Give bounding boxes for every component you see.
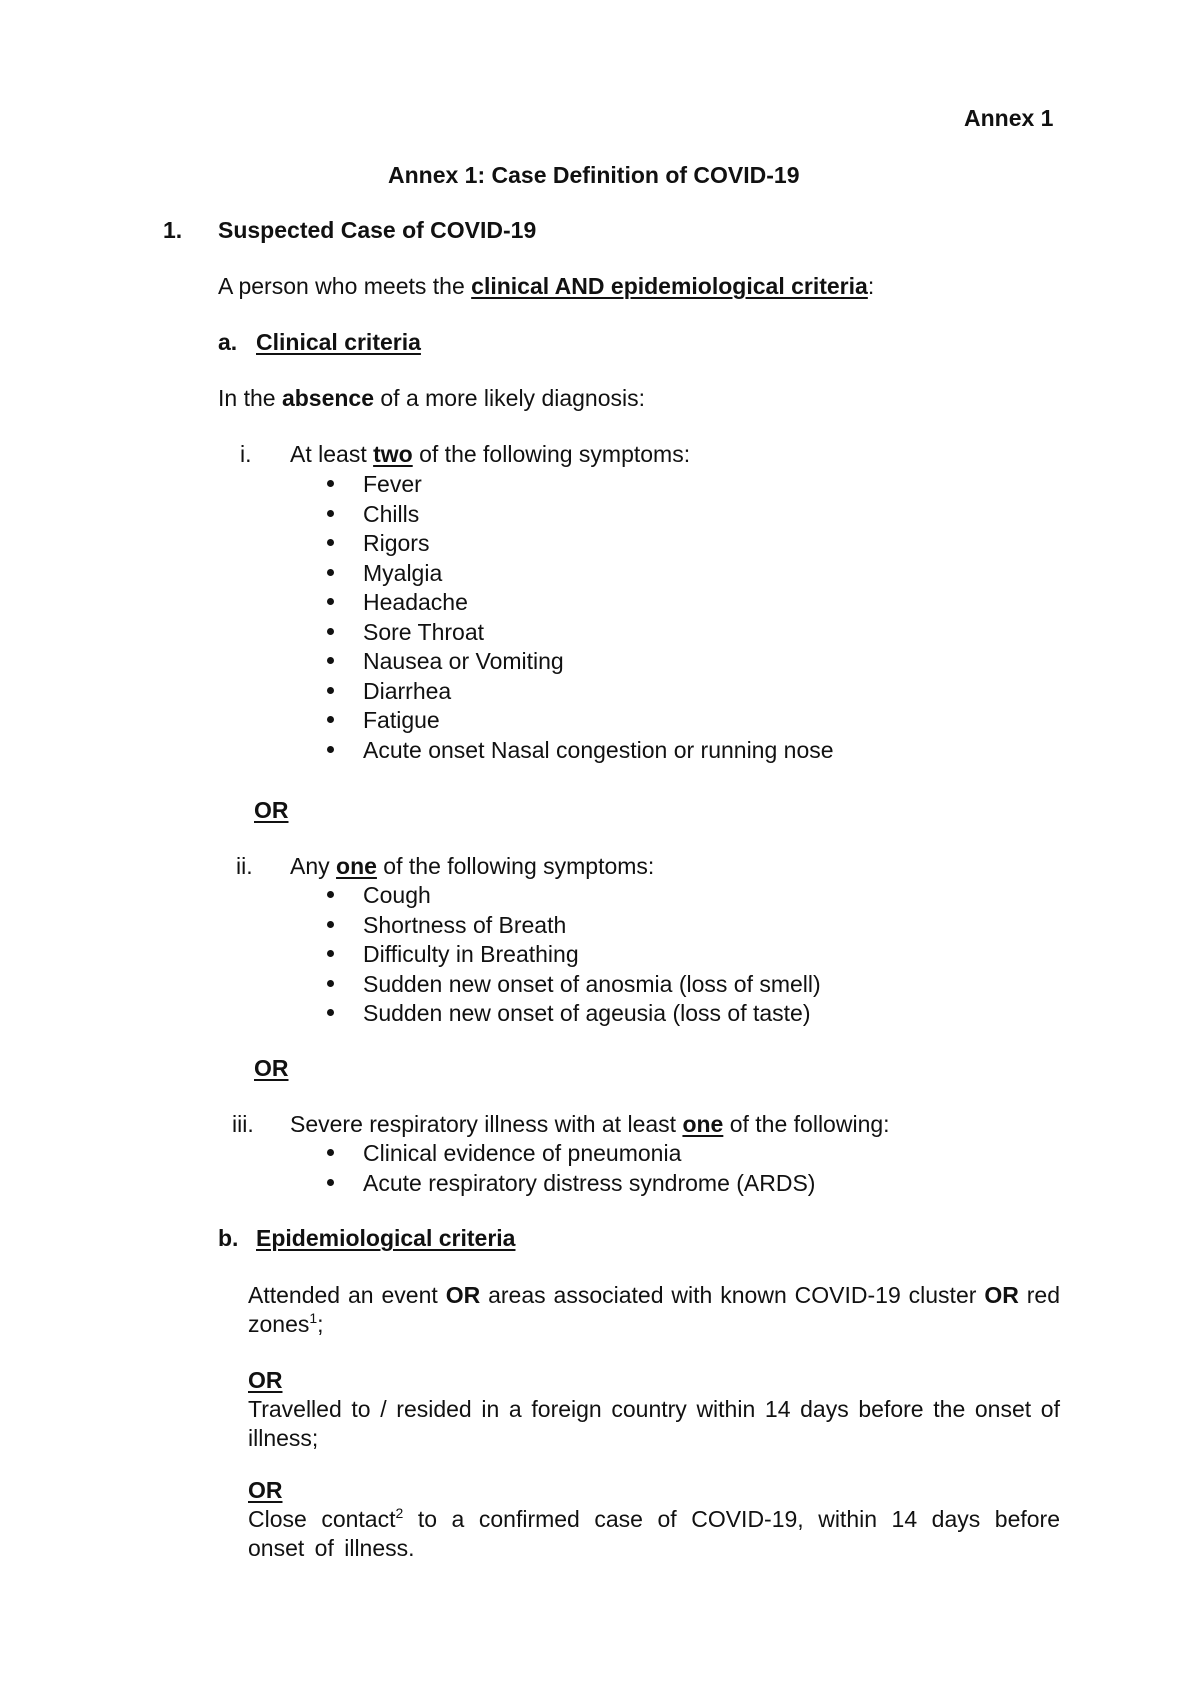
bullet-icon xyxy=(327,480,334,487)
epi-paragraph-2: Travelled to / resided in a foreign country within 14 days before the onset of illness; xyxy=(248,1396,1060,1451)
symptom-label: Acute respiratory distress syndrome (ARDS) xyxy=(363,1169,816,1196)
symptom-label: Sudden new onset of anosmia (loss of smell) xyxy=(363,970,821,997)
criterion-ii-numeral: ii. xyxy=(236,853,253,879)
symptom-label: Myalgia xyxy=(363,559,443,586)
annex-label: Annex 1 xyxy=(964,105,1054,131)
criterion-i-text xyxy=(290,440,690,469)
bullet-icon xyxy=(327,891,334,898)
criterion-i-before: At least xyxy=(290,441,374,467)
absence-line xyxy=(218,384,645,413)
epi-p1-or: OR xyxy=(445,1282,481,1308)
criterion-iii-after: of the following: xyxy=(723,1111,890,1137)
epi-letter: b. xyxy=(218,1225,239,1251)
symptom-label: Diarrhea xyxy=(363,677,452,704)
criterion-ii-text xyxy=(290,852,654,881)
epi-p1-or-2: OR xyxy=(984,1282,1019,1308)
symptom-label: Headache xyxy=(363,589,468,615)
criterion-i-numeral: i. xyxy=(240,441,252,467)
symptom-label: Difficulty in Breathing xyxy=(363,941,579,967)
epi-p1-text-4: ; xyxy=(317,1310,324,1337)
bullet-icon xyxy=(327,921,334,928)
or-separator-2: OR xyxy=(254,1055,289,1081)
intro-text: A person who meets the xyxy=(218,273,472,299)
bullet-icon xyxy=(327,1009,334,1016)
clinical-letter: a. xyxy=(218,329,238,355)
symptom-label: Nausea or Vomiting xyxy=(363,648,564,674)
bullet-icon xyxy=(327,510,334,517)
clinical-heading: Clinical criteria xyxy=(256,329,421,355)
page-title: Annex 1: Case Definition of COVID-19 xyxy=(388,162,800,188)
symptom-label: Cough xyxy=(363,882,431,908)
criterion-ii-emphasis: one xyxy=(336,853,377,879)
criterion-i-emphasis: two xyxy=(373,441,413,467)
section-heading: Suspected Case of COVID-19 xyxy=(218,217,537,243)
bullet-icon xyxy=(327,687,334,694)
bullet-icon xyxy=(327,980,334,987)
symptom-label: Chills xyxy=(363,500,420,527)
absence-suffix: of a more likely diagnosis: xyxy=(374,385,646,411)
criterion-iii-numeral: iii. xyxy=(232,1111,254,1137)
bullet-icon xyxy=(327,1179,334,1186)
bullet-icon xyxy=(327,539,334,546)
or-separator-4: OR xyxy=(248,1477,283,1503)
bullet-icon xyxy=(327,716,334,723)
symptom-label: Sudden new onset of ageusia (loss of taste) xyxy=(363,1000,811,1026)
footnote-ref-2: 2 xyxy=(395,1505,404,1521)
section-intro xyxy=(218,272,874,301)
absence-emphasis: absence xyxy=(281,385,374,411)
criterion-iii-emphasis: one xyxy=(682,1111,724,1137)
or-separator-3: OR xyxy=(248,1367,283,1393)
symptom-label: Clinical evidence of pneumonia xyxy=(363,1140,682,1166)
epi-p3-text: Close contact xyxy=(248,1506,396,1532)
epi-paragraph-3 xyxy=(248,1505,1060,1563)
footnote-ref-1: 1 xyxy=(309,1309,318,1326)
epi-p3-text-2: to a confirmed case of COVID-19, within 14 days before onset of illness. xyxy=(248,1506,1060,1561)
epi-paragraph-1 xyxy=(248,1281,1060,1339)
symptom-label: Fatigue xyxy=(363,707,440,733)
epi-heading: Epidemiological criteria xyxy=(256,1225,516,1251)
symptom-label: Sore Throat xyxy=(363,618,485,645)
bullet-icon xyxy=(327,746,334,753)
criterion-iii-text xyxy=(290,1110,890,1139)
criterion-ii-before: Any xyxy=(290,853,337,879)
criterion-i-after: of the following symptoms: xyxy=(412,441,691,467)
criterion-iii-before: Severe respiratory illness with at least xyxy=(290,1111,683,1137)
symptom-label: Acute onset Nasal congestion or running nose xyxy=(363,736,834,763)
symptom-label: Rigors xyxy=(363,530,430,556)
or-separator-1: OR xyxy=(254,797,289,823)
criterion-ii-after: of the following symptoms: xyxy=(376,853,655,879)
epi-p1-text: Attended an event xyxy=(248,1282,446,1308)
intro-emphasis: clinical AND epidemiological criteria xyxy=(471,273,868,299)
bullet-icon xyxy=(327,598,334,605)
epi-p1-text-2: areas associated with known COVID-19 cluster xyxy=(480,1282,985,1308)
symptom-label: Fever xyxy=(363,471,422,497)
intro-suffix: : xyxy=(867,273,875,299)
symptom-label: Shortness of Breath xyxy=(363,911,567,938)
bullet-icon xyxy=(327,657,334,664)
section-number: 1. xyxy=(163,217,183,243)
bullet-icon xyxy=(327,628,334,635)
bullet-icon xyxy=(327,950,334,957)
epi-p1-text-3: red zones xyxy=(248,1282,1060,1337)
bullet-icon xyxy=(327,569,334,576)
bullet-icon xyxy=(327,1149,334,1156)
absence-text: In the xyxy=(218,385,282,411)
